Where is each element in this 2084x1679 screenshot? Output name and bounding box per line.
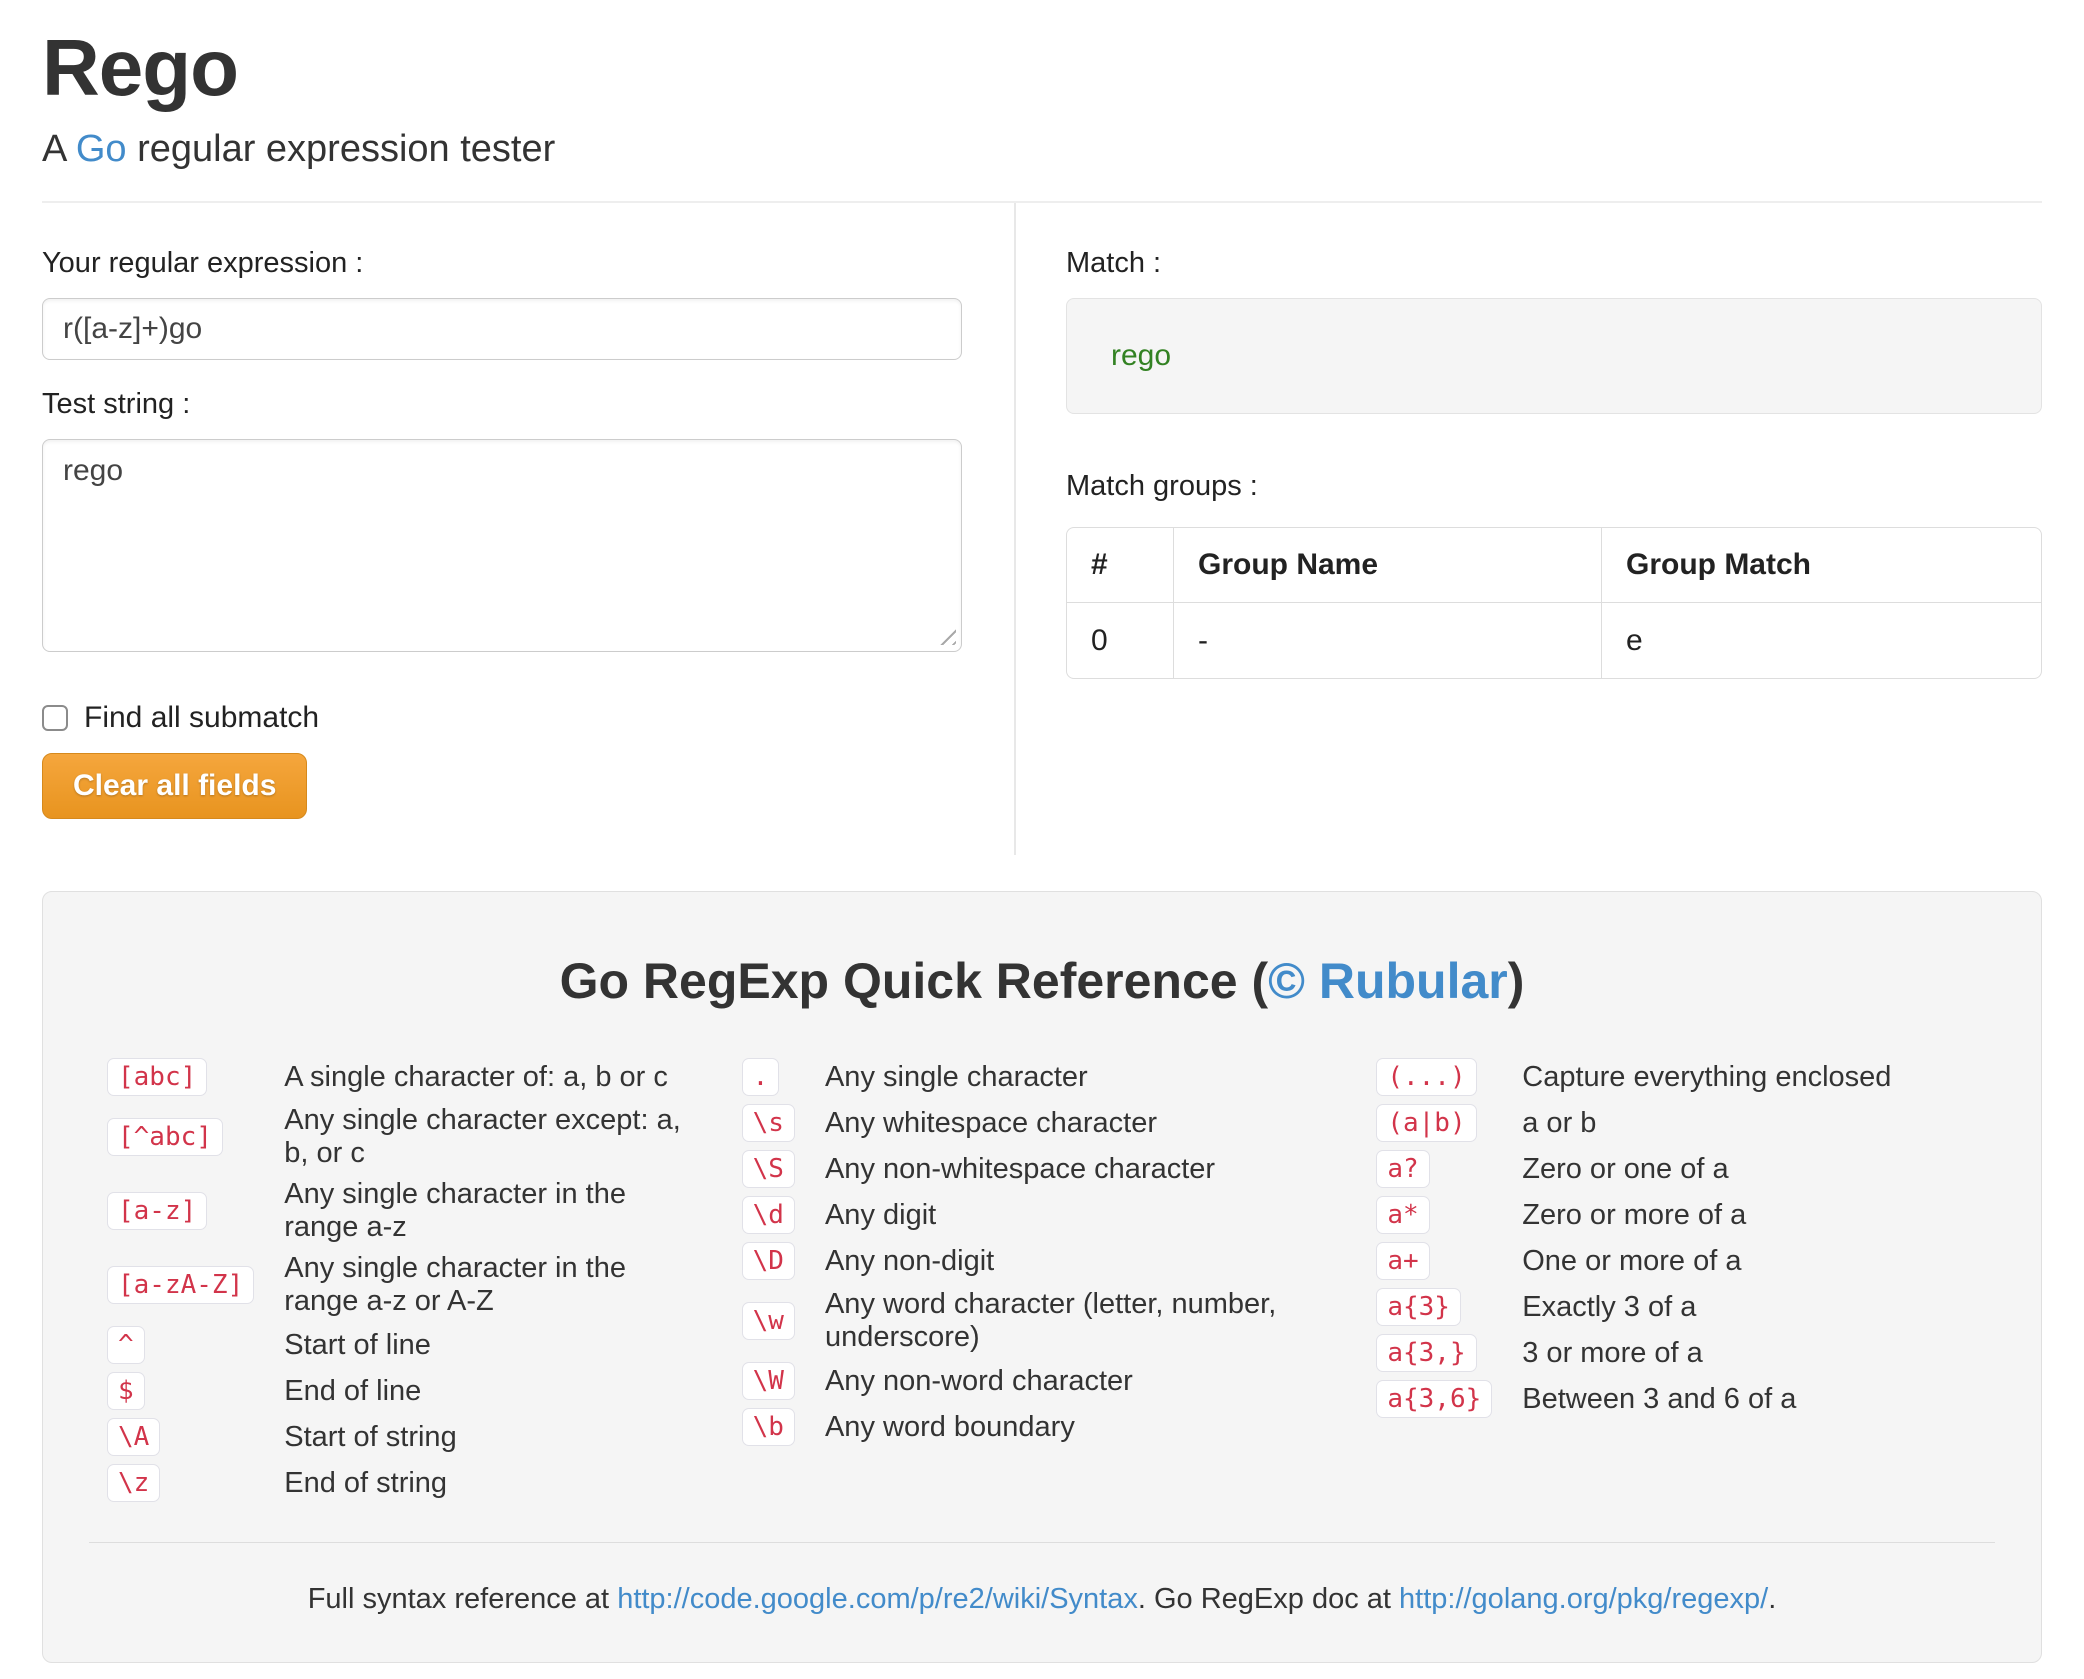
regex-desc: End of line xyxy=(284,1374,422,1407)
regex-desc: Zero or one of a xyxy=(1522,1152,1729,1185)
regex-desc: Any whitespace character xyxy=(824,1106,1158,1139)
regex-desc: Any single character except: a, b, or c xyxy=(284,1104,681,1169)
regex-chip: [a-zA-Z] xyxy=(107,1266,254,1304)
reference-column-3 xyxy=(1376,1058,1977,1502)
match-label: Match : xyxy=(1066,247,1162,279)
form-column xyxy=(42,203,1016,855)
regex-chip: [^abc] xyxy=(107,1118,223,1156)
find-all-submatch-label: Find all submatch xyxy=(84,701,320,734)
ref-title-prefix: Go RegExp Quick Reference ( xyxy=(559,953,1269,1009)
regex-chip: \d xyxy=(742,1196,795,1234)
regex-chip: [abc] xyxy=(107,1058,207,1096)
subtitle-suffix: regular expression tester xyxy=(126,128,556,170)
cell-group-name: - xyxy=(1173,602,1601,678)
regex-chip: \W xyxy=(742,1362,795,1400)
regex-chip: . xyxy=(742,1058,780,1096)
quick-reference-title xyxy=(89,952,1995,1010)
regex-chip: \z xyxy=(107,1464,160,1502)
match-result-value: rego xyxy=(1111,339,1172,372)
subtitle-prefix: A xyxy=(42,128,76,170)
regex-desc: Any non-whitespace character xyxy=(824,1152,1216,1185)
regex-desc: End of string xyxy=(284,1466,448,1499)
regex-desc: Exactly 3 of a xyxy=(1522,1290,1697,1323)
reference-column-1 xyxy=(107,1058,708,1502)
find-all-submatch-row xyxy=(42,701,960,735)
footer-text-1: Full syntax reference at xyxy=(307,1583,618,1615)
match-groups-table xyxy=(1066,527,2042,679)
golang-regexp-link[interactable]: http://golang.org/pkg/regexp/ xyxy=(1399,1583,1769,1615)
regex-chip: a{3,} xyxy=(1376,1334,1476,1372)
main-area xyxy=(42,203,2042,855)
reference-grid xyxy=(89,1058,1995,1502)
regex-chip: a{3,6} xyxy=(1376,1380,1492,1418)
page-subtitle xyxy=(42,128,2042,171)
clear-all-fields-button[interactable]: Clear all fields xyxy=(42,753,307,819)
header-cell-index: # xyxy=(1091,548,1108,581)
regex-desc: Start of line xyxy=(284,1328,431,1361)
regex-desc: Any single character xyxy=(824,1060,1088,1093)
regex-chip: [a-z] xyxy=(107,1192,207,1230)
regex-chip: a+ xyxy=(1376,1242,1429,1280)
results-column xyxy=(1016,203,2042,855)
regex-chip: a? xyxy=(1376,1150,1429,1188)
regex-desc: 3 or more of a xyxy=(1522,1336,1703,1369)
regex-chip: (...) xyxy=(1376,1058,1476,1096)
regex-chip: ^ xyxy=(107,1326,145,1364)
header-cell-group-name: Group Name xyxy=(1173,528,1601,602)
regex-desc: Zero or more of a xyxy=(1522,1198,1747,1231)
ref-title-suffix: ) xyxy=(1507,953,1525,1009)
reference-column-2 xyxy=(742,1058,1343,1502)
regex-desc: One or more of a xyxy=(1522,1244,1742,1277)
regex-desc: Start of string xyxy=(284,1420,457,1453)
match-groups-label: Match groups : xyxy=(1066,470,1258,502)
regex-chip: \b xyxy=(742,1408,795,1446)
re2-syntax-link[interactable]: http://code.google.com/p/re2/wiki/Syntax xyxy=(617,1583,1138,1615)
regex-chip: (a|b) xyxy=(1376,1104,1476,1142)
regex-chip: \s xyxy=(742,1104,795,1142)
regex-desc: Any non-word character xyxy=(824,1364,1133,1397)
reference-footer xyxy=(89,1543,1995,1662)
regex-desc: A single character of: a, b or c xyxy=(284,1060,668,1093)
quick-reference-panel xyxy=(42,891,2042,1663)
footer-text-3: . xyxy=(1768,1583,1777,1615)
test-string-label: Test string : xyxy=(42,388,191,420)
footer-text-2: . Go RegExp doc at xyxy=(1137,1583,1400,1615)
test-string-textarea[interactable] xyxy=(42,439,962,652)
regex-chip: a* xyxy=(1376,1196,1429,1234)
regex-chip: \D xyxy=(742,1242,795,1280)
regex-desc: Any word character (letter, number, underscore) xyxy=(824,1288,1277,1353)
match-result-box xyxy=(1066,298,2042,414)
regex-desc: Any digit xyxy=(824,1198,937,1231)
regex-desc: Any single character in the range a-z xyxy=(284,1178,626,1243)
go-link[interactable]: Go xyxy=(75,128,127,170)
page-title: Rego xyxy=(42,23,238,112)
regex-chip: \w xyxy=(742,1302,795,1340)
regex-chip: a{3} xyxy=(1376,1288,1461,1326)
regex-desc: Any non-digit xyxy=(824,1244,995,1277)
cell-index: 0 xyxy=(1067,602,1173,678)
regex-desc: a or b xyxy=(1522,1106,1597,1139)
regex-label: Your regular expression : xyxy=(42,247,364,279)
regex-desc: Any word boundary xyxy=(824,1410,1075,1443)
rubular-link[interactable]: © Rubular xyxy=(1268,953,1508,1009)
regex-desc: Any single character in the range a-z or A-Z xyxy=(284,1252,626,1317)
regex-chip: \A xyxy=(107,1418,160,1456)
find-all-submatch-checkbox[interactable] xyxy=(42,705,68,731)
regex-chip: $ xyxy=(107,1372,145,1410)
header-cell-group-match: Group Match xyxy=(1601,528,2041,602)
test-string-wrap xyxy=(42,439,962,657)
table-header-row xyxy=(1067,528,2041,602)
regex-desc: Between 3 and 6 of a xyxy=(1522,1382,1797,1415)
regex-chip: \S xyxy=(742,1150,795,1188)
regex-desc: Capture everything enclosed xyxy=(1522,1060,1892,1093)
cell-group-match: e xyxy=(1601,602,2041,678)
table-row xyxy=(1067,602,2041,678)
regex-input[interactable] xyxy=(42,298,962,360)
